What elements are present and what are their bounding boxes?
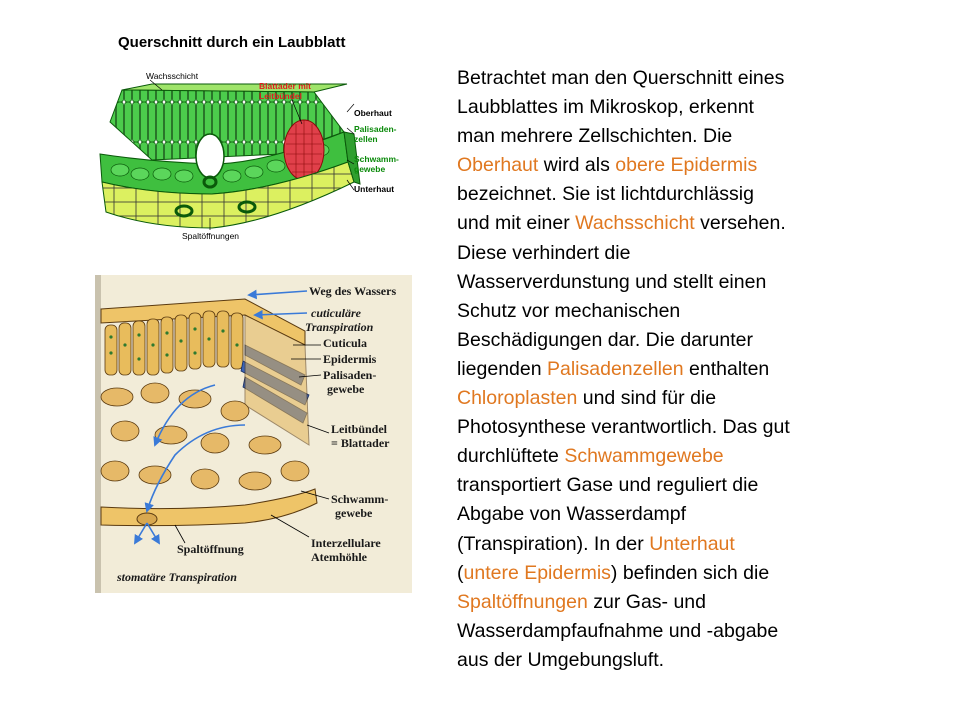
label-palisaden-2: zellen xyxy=(354,134,378,144)
text-line xyxy=(457,151,887,180)
label-palisaden-1: Palisaden- xyxy=(323,368,377,382)
text-run: liegenden xyxy=(457,357,547,380)
text-run: und mit einer xyxy=(457,212,576,235)
label-schwamm-2: gewebe xyxy=(335,506,373,520)
text-line xyxy=(457,64,887,93)
term-wachsschicht: Wachsschicht xyxy=(575,212,695,235)
text-run: Wasserverdunstung und stellt einen xyxy=(457,270,767,293)
label-oberhaut: Oberhaut xyxy=(354,108,392,118)
text-line xyxy=(457,471,887,500)
label-schwamm-1: Schwamm- xyxy=(331,492,389,506)
text-line xyxy=(457,239,887,268)
description-text xyxy=(457,64,887,675)
label-spaltoeffnungen: Spaltöffnungen xyxy=(182,231,240,241)
text-run: bezeichnet. Sie ist lichtdurchlässig xyxy=(457,183,754,206)
text-run: Abgabe von Wasserdampf xyxy=(457,503,687,526)
label-epidermis: Epidermis xyxy=(323,352,377,366)
label-unterhaut: Unterhaut xyxy=(354,184,395,194)
text-run: wird als xyxy=(538,154,616,177)
label-schwamm-2: gewebe xyxy=(354,164,386,174)
text-run: durchlüftete xyxy=(457,445,565,468)
label-palisaden-2: gewebe xyxy=(327,382,365,396)
label-interzellulare: Interzellulare xyxy=(311,536,381,550)
label-cuticula: Cuticula xyxy=(323,336,368,350)
text-run: versehen. xyxy=(694,212,786,235)
text-run: ) befinden sich die xyxy=(610,561,770,584)
term-unterhaut: Unterhaut xyxy=(649,532,735,555)
leaf-water-path-illustration xyxy=(95,275,412,593)
text-line xyxy=(457,209,887,238)
text-line xyxy=(457,268,887,297)
text-run: Diese verhindert die xyxy=(457,241,631,264)
label-leitbuendel-2: = Blattader xyxy=(331,436,390,450)
text-run: transportiert Gase und reguliert die xyxy=(457,474,759,497)
label-stomataere-transpiration: stomatäre Transpiration xyxy=(117,570,237,584)
text-run: Wasserdampfaufnahme und -abgabe xyxy=(457,619,779,642)
term-palisadenzellen: Palisadenzellen xyxy=(547,357,684,380)
term-schwammgewebe: Schwammgewebe xyxy=(564,445,724,468)
label-cuticulaere: cuticuläre xyxy=(311,306,361,320)
text-run: Schutz vor mechanischen xyxy=(457,299,681,322)
label-transpiration: Transpiration xyxy=(305,320,374,334)
text-run: enthalten xyxy=(683,357,770,380)
leaf-cross-section-diagram xyxy=(92,62,412,247)
text-line xyxy=(457,326,887,355)
text-line xyxy=(457,617,887,646)
text-line xyxy=(457,530,887,559)
label-blattader-1: Blattader mit xyxy=(259,81,311,91)
figure-title: Querschnitt durch ein Laubblatt xyxy=(118,34,346,51)
text-line xyxy=(457,180,887,209)
label-schwamm-1: Schwamm- xyxy=(354,154,399,164)
text-line xyxy=(457,297,887,326)
text-line xyxy=(457,413,887,442)
label-wachsschicht: Wachsschicht xyxy=(146,71,199,81)
text-run: und sind für die xyxy=(577,387,717,410)
label-palisaden-1: Palisaden- xyxy=(354,124,397,134)
text-run: Betrachtet man den Querschnitt eines xyxy=(457,67,785,89)
label-atemhoehle: Atemhöhle xyxy=(311,550,367,564)
text-line xyxy=(457,384,887,413)
text-line xyxy=(457,355,887,384)
text-run: Laubblattes im Mikroskop, erkennt xyxy=(457,96,754,119)
term-oberhaut: Oberhaut xyxy=(457,154,539,177)
term-untere-epidermis: untere Epidermis xyxy=(463,561,611,584)
text-run: aus der Umgebungsluft. xyxy=(457,648,665,671)
text-run: man mehrere Zellschichten. Die xyxy=(457,125,733,148)
text-line xyxy=(457,500,887,529)
label-weg-des-wassers: Weg des Wassers xyxy=(309,284,397,298)
text-line xyxy=(457,93,887,122)
label-spaltoeffnung: Spaltöffnung xyxy=(177,542,244,556)
text-line xyxy=(457,588,887,617)
text-run: zur Gas- und xyxy=(587,590,706,613)
term-obere-epidermis: obere Epidermis xyxy=(615,154,758,177)
text-run: ( xyxy=(457,561,464,584)
term-chloroplasten: Chloroplasten xyxy=(457,387,578,410)
text-line xyxy=(457,559,887,588)
term-spaltoeffnungen: Spaltöffnungen xyxy=(457,590,588,613)
label-blattader-2: Leitbündel xyxy=(259,91,302,101)
text-run: Photosynthese verantwortlich. Das gut xyxy=(457,416,790,439)
text-line xyxy=(457,122,887,151)
text-run: Beschädigungen dar. Die darunter xyxy=(457,328,753,351)
text-line xyxy=(457,442,887,471)
text-line xyxy=(457,646,887,675)
label-leitbuendel-1: Leitbündel xyxy=(331,422,388,436)
text-run: (Transpiration). In der xyxy=(457,532,650,555)
